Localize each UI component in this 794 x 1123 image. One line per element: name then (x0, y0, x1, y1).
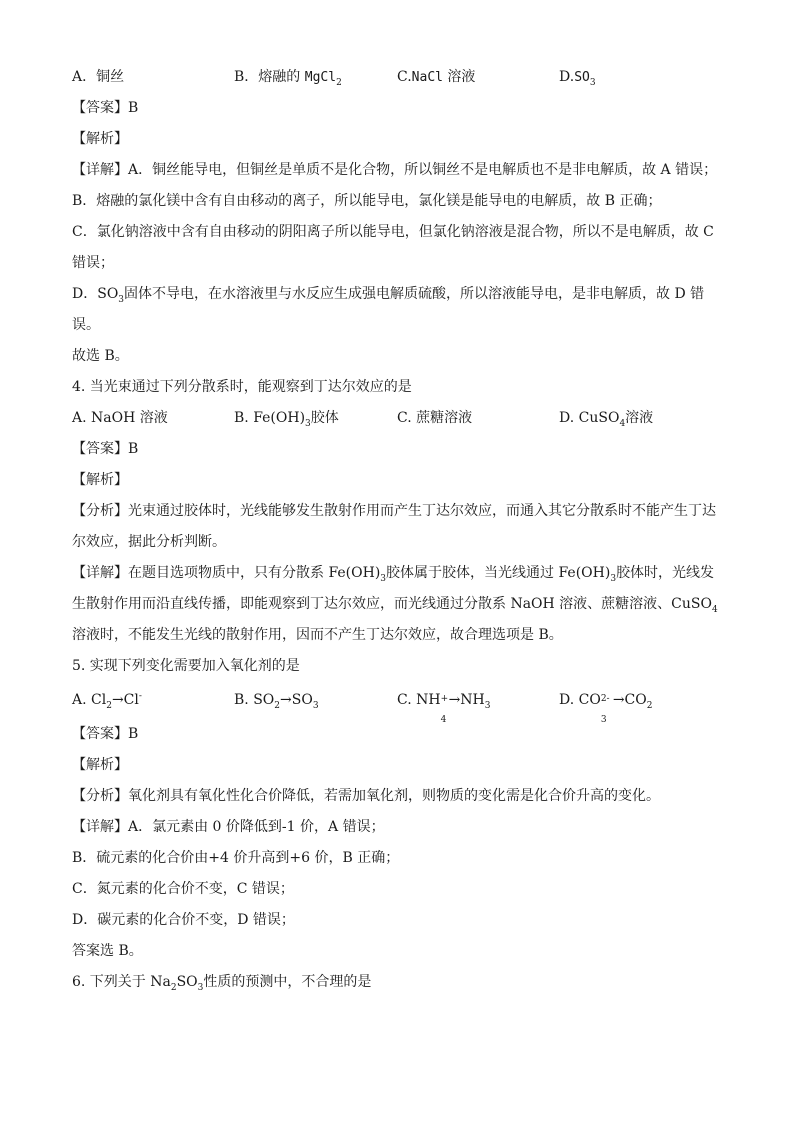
q5-detail-c: C．氮元素的化合价不变，C 错误； (72, 881, 294, 897)
q5-detail-b: B．硫元素的化合价由+4 价升高到+6 价，B 正确； (72, 850, 400, 866)
q3-option-b: B．熔融的 MgCl$_2$ (234, 69, 342, 88)
q3-detail-d: D．$SO_3$固体不导电，在水溶液里与水反应生成强电解质硫酸，所以溶液能导电，是非电解质，故 D 错误。 (72, 286, 705, 333)
q5-answer: 【答案】B (72, 726, 139, 742)
q5-analysis-heading: 【解析】 (72, 757, 128, 773)
q4-detail: 【详解】在题目选项物质中，只有分散系 $Fe(OH)_3$胶体属于胶体，当光线通过 $Fe(OH)_3$胶体时，光线发生散射作用而沿直线传播，即能观察到丁达尔效应，而光线通过分散系 NaOH 溶液、蔗糖溶液、CuSO$_4$溶液时，不能发生光线的散射作用，因而不产生丁达尔效应，故合理选项是 B。 (72, 565, 718, 643)
q3-analysis-heading: 【解析】 (72, 131, 128, 147)
q4-answer: 【答案】B (72, 441, 139, 457)
q4-option-c: C. 蔗糖溶液 (397, 410, 473, 426)
q5-option-d: D. CO 2- 3 $\to CO_2$ (559, 692, 653, 725)
q5-detail-d: D．碳元素的化合价不变，D 错误； (72, 912, 295, 928)
q3-detail-c: C．氯化钠溶液中含有自由移动的阴阳离子所以能导电，但氯化钠溶液是混合物，所以不是电解质，故 C 错误； (72, 224, 714, 271)
q3-option-a: A．铜丝 (72, 69, 125, 85)
q3-option-c: C.NaCl 溶液 (397, 69, 476, 85)
q4-analysis-heading: 【解析】 (72, 472, 128, 488)
q3-answer: 【答案】B (72, 100, 139, 116)
q3-option-d: $D.SO_3$ (559, 69, 596, 88)
q4-options-row (72, 403, 724, 434)
q4-analysis: 【分析】光束通过胶体时，光线能够发生散射作用而产生丁达尔效应，而通入其它分散系时不能产生丁达尔效应，据此分析判断。 (72, 503, 716, 550)
q5-conclusion: 答案选 B。 (72, 943, 143, 959)
document-page (72, 62, 724, 998)
q6-stem: 6. 下列关于 $Na_2SO_3$性质的预测中，不合理的是 (72, 974, 372, 993)
q4-stem: 4. 当光束通过下列分散系时，能观察到丁达尔效应的是 (72, 379, 412, 395)
q5-detail-a: 【详解】A．氯元素由 0 价降低到-1 价，A 错误； (72, 819, 385, 835)
q3-detail-b: B．熔融的氯化镁中含有自由移动的离子，所以能导电，氯化镁是能导电的电解质，故 B 正确； (72, 193, 662, 209)
q5-option-c: C. NH + 4 $\to NH_3$ (397, 692, 491, 725)
q5-option-b: B. $SO_2\to SO_3$ (234, 692, 319, 711)
q5-options-row (72, 682, 724, 725)
q3-conclusion: 故选 B。 (72, 348, 129, 364)
q5-option-a: A. $Cl_2\to Cl^-$ (72, 691, 142, 711)
q3-options-row (72, 62, 724, 93)
q4-option-d: D. CuSO$_4$溶液 (559, 410, 654, 429)
q5-analysis: 【分析】氧化剂具有氧化性化合价降低，若需加氧化剂，则物质的变化需是化合价升高的变化。 (72, 788, 660, 804)
q5-stem: 5. 实现下列变化需要加入氧化剂的是 (72, 658, 300, 674)
q3-detail-a: 【详解】A．铜丝能导电，但铜丝是单质不是化合物，所以铜丝不是电解质也不是非电解质，故 A 错误； (72, 162, 718, 178)
q4-option-b: B. $Fe(OH)_3$胶体 (234, 410, 339, 429)
q4-option-a: A. NaOH 溶液 (72, 410, 168, 426)
